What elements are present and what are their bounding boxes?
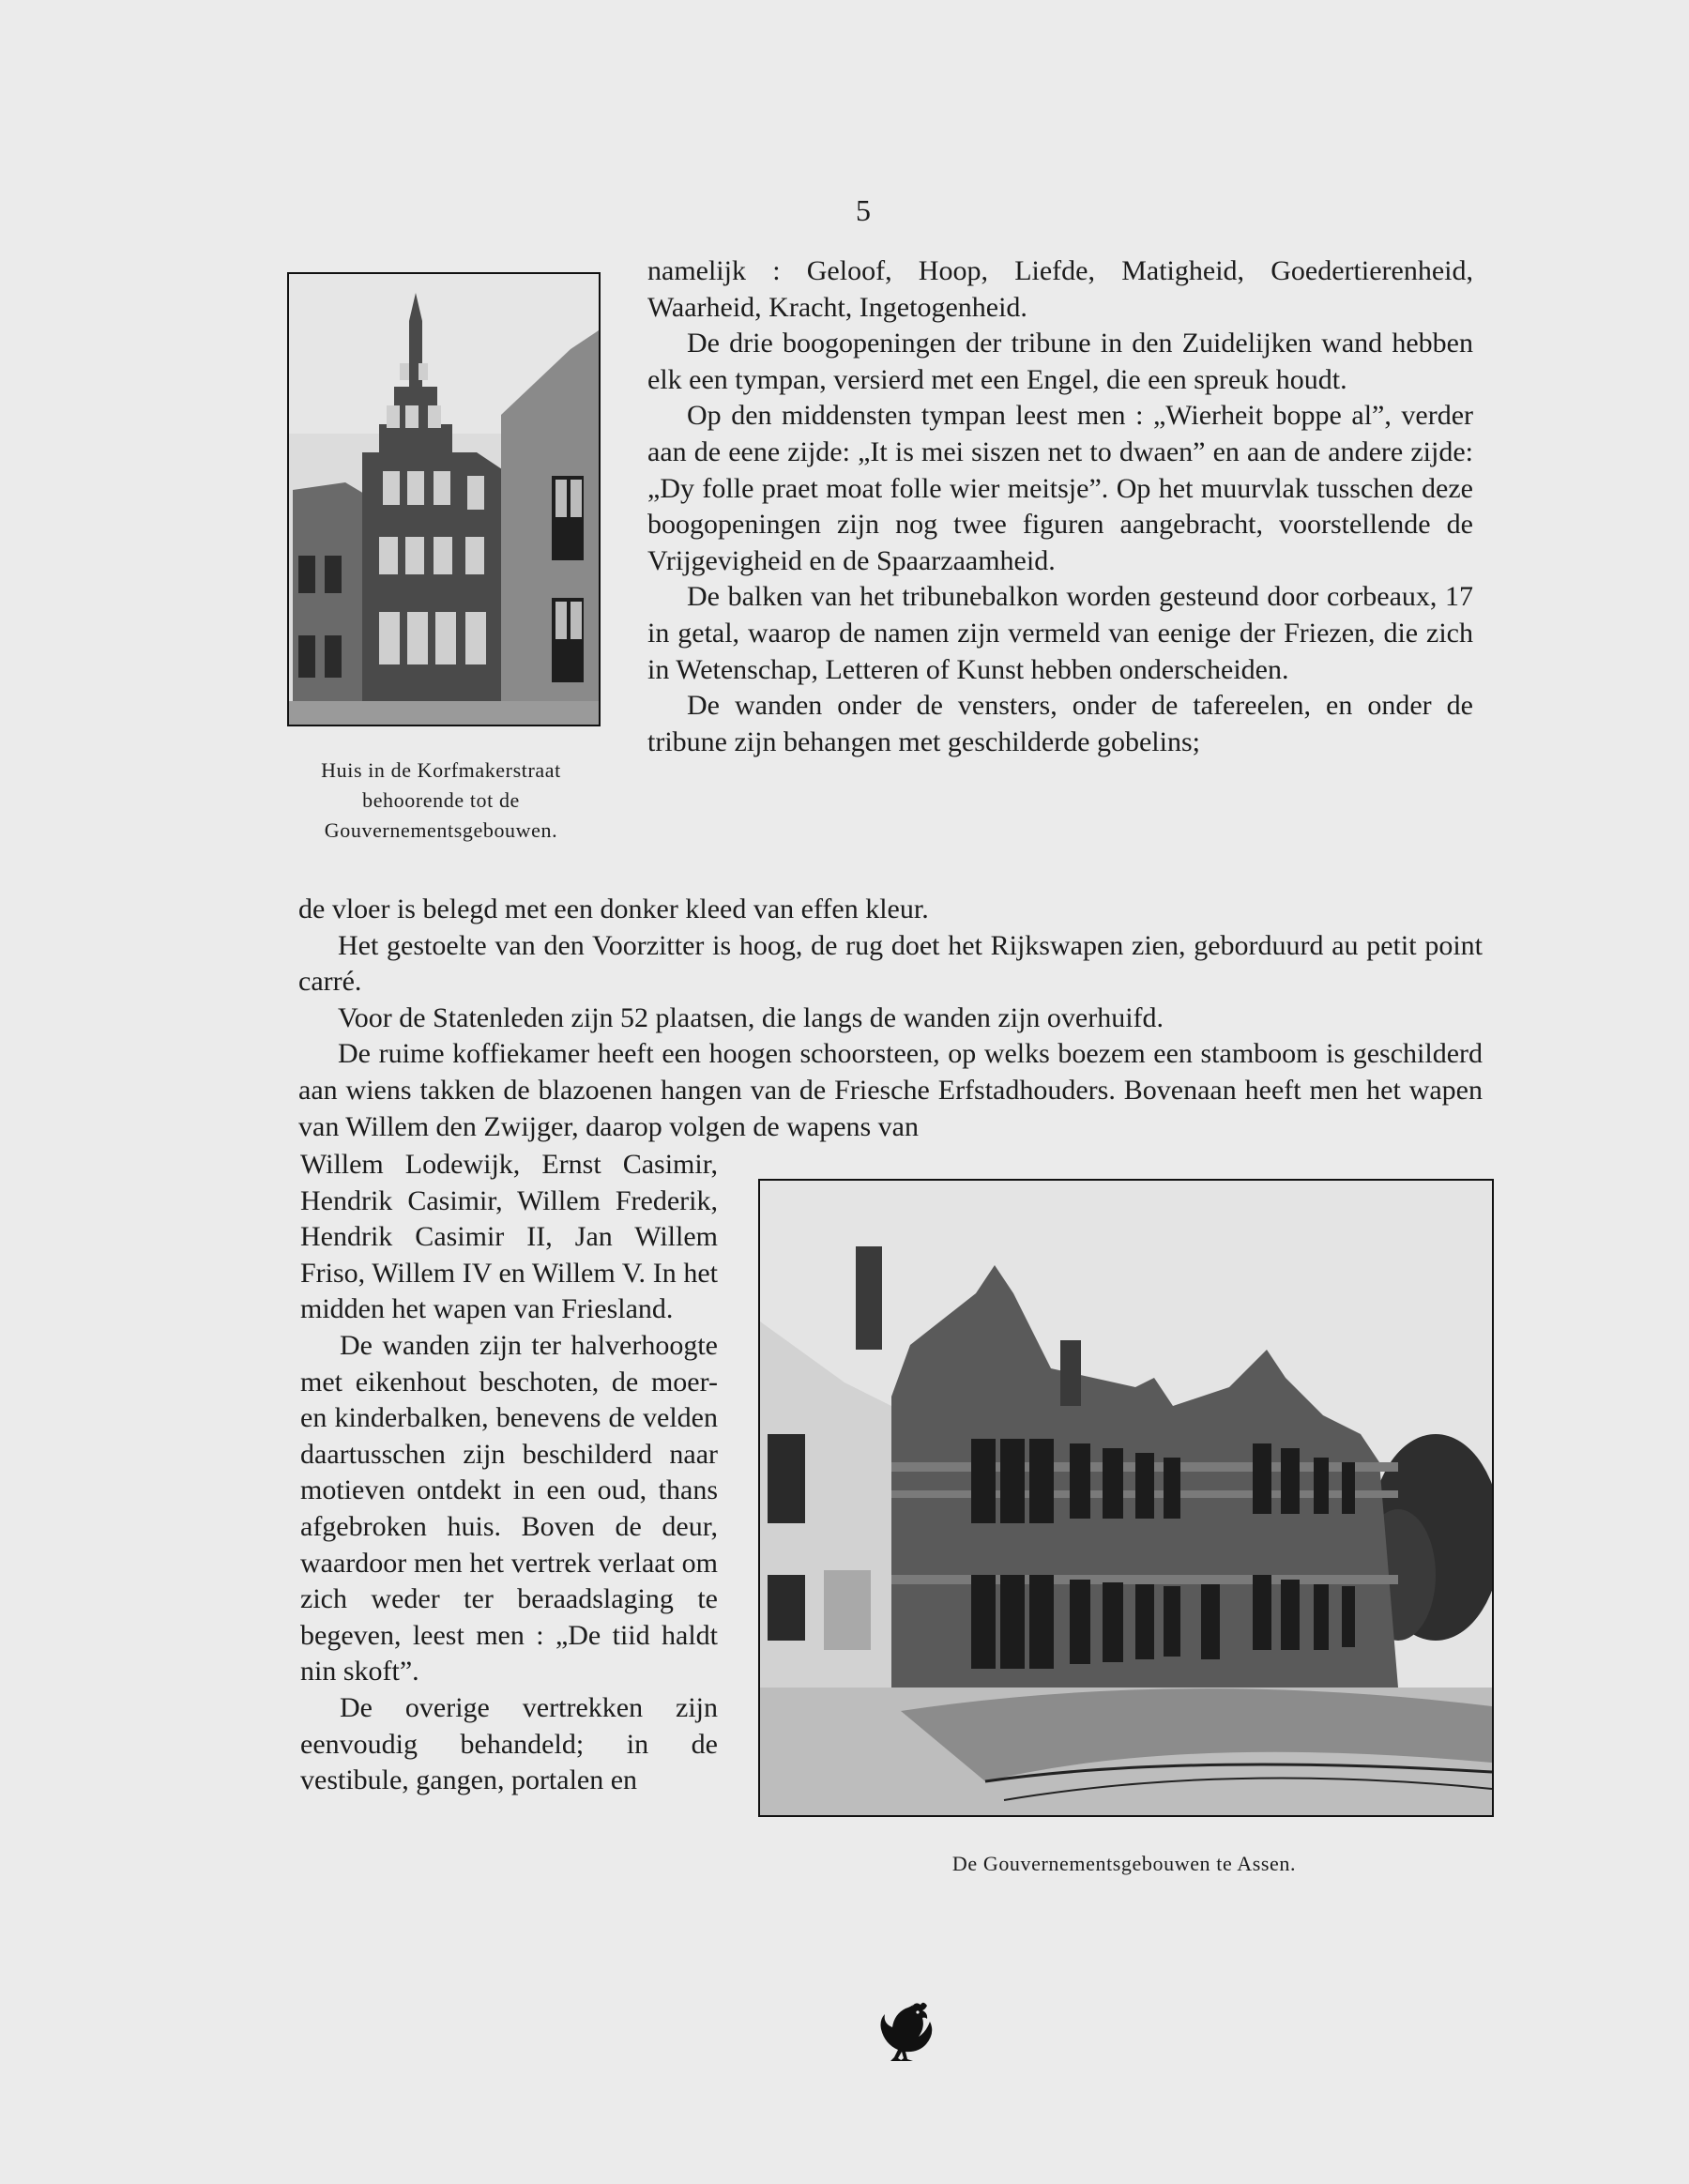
paragraph: Voor de Statenleden zijn 52 plaatsen, die langs de wanden zijn overhuifd. xyxy=(338,1001,1164,1033)
text-column-bottom xyxy=(300,1147,718,1799)
photo-korfmakerstraat-house xyxy=(287,272,601,726)
caption-line: behoorende tot de xyxy=(362,788,520,812)
page-number: 5 xyxy=(856,193,871,227)
text-column-top xyxy=(647,253,1473,760)
caption-line: Gouvernementsgebouwen. xyxy=(324,818,558,842)
paragraph: Op den middensten tympan leest men : „Wierheit boppe al”, verder aan de eene zijde: „It is mei siszen net to dwaen” en aan de andere zijde: „Dy folle praet moat folle wier meitsje”. Op het muurvlak tusschen deze boogopeningen zijn nog twee figuren aangebracht, voorstellende de Vrijgevigheid en de Spaarzaamheid. xyxy=(647,400,1473,576)
photo-gouvernementsgebouwen xyxy=(758,1179,1494,1817)
paragraph: De wanden zijn ter halverhoogte met eikenhout beschoten, de moer- en kinderbalken, benevens de velden daartusschen zijn beschilderd naar motieven ontdekt in een oud, thans afgebroken huis. Boven de deur, waardoor men het vertrek verlaat om zich weder ter beraadslaging te begeven, leest men : „De tiid haldt nin skoft”. xyxy=(300,1329,718,1688)
paragraph: namelijk : Geloof, Hoop, Liefde, Matigheid, Goedertierenheid, Waarheid, Kracht, Ingetogenheid. xyxy=(647,255,1473,323)
paragraph: De wanden onder de vensters, onder de tafereelen, en onder de tribune zijn behangen met geschilderde gobelins; xyxy=(647,690,1473,757)
caption-korfmakerstraat xyxy=(282,756,601,846)
paragraph: De drie boogopeningen der tribune in den Zuidelijken wand hebben elk een tympan, versierd met een Engel, die een spreuk houdt. xyxy=(647,328,1473,395)
paragraph: De overige vertrekken zijn eenvoudig behandeld; in de vestibule, gangen, portalen en xyxy=(300,1691,718,1796)
paragraph: De ruime koffiekamer heeft een hoogen schoorsteen, op welks boezem een stamboom is geschilderd aan wiens takken de blazoenen hangen van de Friesche Erfstadhouders. Bovenaan heeft men het wapen van Willem den Zwijger, daarop volgen de wapens van xyxy=(298,1038,1483,1142)
paragraph: De balken van het tribunebalkon worden gesteund door corbeaux, 17 in getal, waarop de namen zijn vermeld van eenige der Friezen, die zich in Wetenschap, Letteren of Kunst hebben onderscheiden. xyxy=(647,581,1473,685)
rooster-icon xyxy=(871,1999,940,2070)
paragraph: Het gestoelte van den Voorzitter is hoog, de rug doet het Rijkswapen zien, geborduurd au petit point carré. xyxy=(298,929,1483,998)
caption-gouvernementsgebouwen: De Gouvernementsgebouwen te Assen. xyxy=(951,1852,1297,1875)
caption-line: Huis in de Korfmakerstraat xyxy=(321,758,561,782)
paragraph: de vloer is belegd met een donker kleed van effen kleur. xyxy=(298,893,929,924)
text-full-width xyxy=(298,892,1483,1145)
paragraph: Willem Lodewijk, Ernst Casimir, Hendrik Casimir, Willem Frederik, Hendrik Casimir II, Jan Willem Friso, Willem IV en Willem V. In het midden het wapen van Friesland. xyxy=(300,1149,718,1325)
